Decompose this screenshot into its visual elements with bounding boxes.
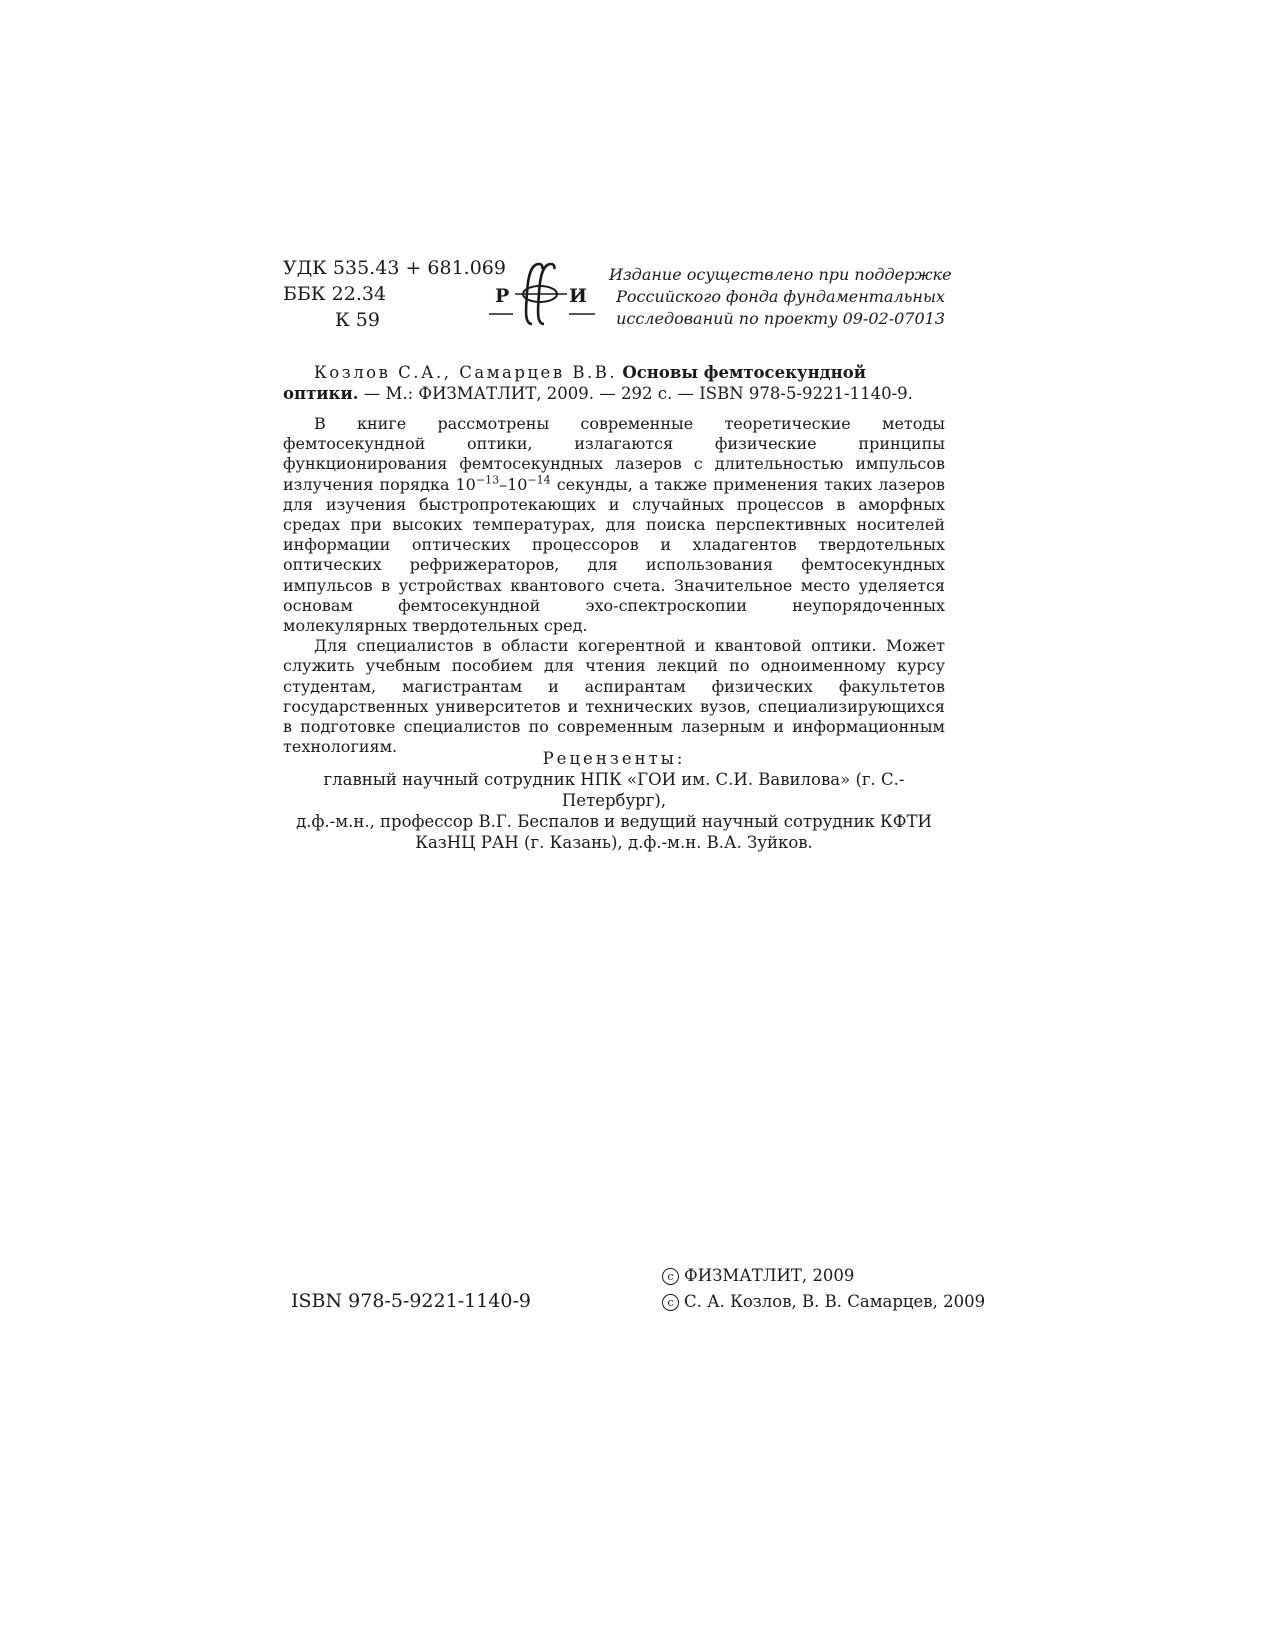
reviewers-line: д.ф.-м.н., профессор В.Г. Беспалов и ведущий научный сотрудник КФТИ (296, 812, 932, 831)
book-title: Основы фемтосекундной оптики. (283, 363, 866, 403)
funding-note (609, 264, 952, 330)
exponent: −14 (527, 473, 551, 487)
isbn: ISBN 978-5-9221-1140-9 (291, 1290, 531, 1312)
annotation-text: секунды, а также применения таких лазеров для изучения быстропротекающих и случайных процессов в аморфных средах при высоких температурах, для поиска перспективных носителей информации оптических процессоров и хладагентов твердотельных оптических рефрижераторов, для использования фемтосекундных импульсов в устройствах квантового счета. Значительное место уделяется основам фемтосекундной эхо-спектроскопии неупорядоченных молекулярных твердотельных сред. (283, 474, 945, 636)
logo-letter-i: И (569, 285, 587, 307)
rffi-logo-icon (489, 258, 595, 328)
copyright-authors: С. А. Козлов, В. В. Самарцев, 2009 (684, 1292, 986, 1311)
annotation-text: –10 (499, 474, 528, 494)
annotation-paragraph: Для специалистов в области когерентной и квантовой оптики. Может служить учебным пособием для чтения лекций по одноименному курсу студентам, магистрантам и аспирантам физических факультетов государственных университетов и технических вузов, специализирующихся в подготовке специалистов по современным лазерным и информационным технологиям. (283, 636, 945, 757)
author-mark: К 59 (335, 309, 380, 331)
copyright-line (662, 1263, 985, 1289)
book-authors: Козлов С.А., Самарцев В.В. (314, 363, 618, 382)
reviewers-line: главный научный сотрудник НПК «ГОИ им. С.И. Вавилова» (г. С.-Петербург), (323, 770, 905, 810)
udk-code: УДК 535.43 + 681.069 (283, 257, 506, 279)
funding-note-line: Российского фонда фундаментальных (616, 287, 945, 306)
copyright-block (662, 1263, 985, 1315)
exponent: −13 (475, 473, 500, 487)
annotation-paragraph (283, 414, 945, 636)
copyright-icon: c (662, 1268, 679, 1285)
funding-note-line: Издание осуществлено при поддержке (609, 265, 952, 284)
classification-codes (283, 255, 506, 333)
reviewers-block (283, 748, 945, 853)
book-imprint: М.: ФИЗМАТЛИТ, 2009. — 292 с. — ISBN 978-5-9221-1140-9. (385, 384, 913, 403)
copyright-line (662, 1289, 985, 1315)
annotation (283, 414, 945, 757)
reviewers-line: КазНЦ РАН (г. Казань), д.ф.-м.н. В.А. Зуйков. (415, 833, 813, 852)
bib-dash: — (363, 384, 381, 403)
copyright-publisher: ФИЗМАТЛИТ, 2009 (684, 1266, 855, 1285)
annotation-text: В книге рассмотрены современные теоретические методы фемтосекундной оптики, излагаются физические принципы функционирования фемтосекундных лазеров с длительностью импульсов излучения порядка 10 (283, 414, 945, 494)
copyright-icon: c (662, 1294, 679, 1311)
reviewers-heading: Рецензенты: (542, 749, 686, 768)
funding-note-line: исследований по проекту 09-02-07013 (616, 309, 945, 328)
bbk-code: ББК 22.34 (283, 283, 387, 305)
bibliographic-record (283, 362, 945, 404)
logo-letter-r: Р (495, 285, 510, 307)
